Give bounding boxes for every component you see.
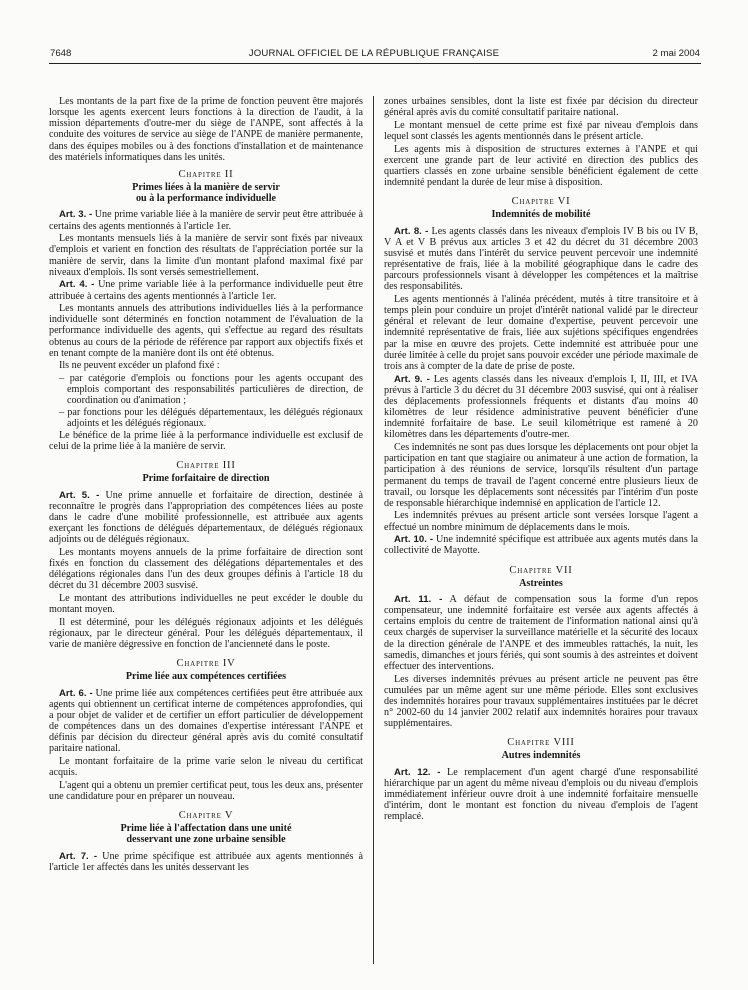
paragraph: Les indemnités prévues au présent article sont versées lorsque l'agent a effectué un nombre minimum de déplacements dans le mois. [384,510,698,533]
paragraph: zones urbaines sensibles, dont la liste est fixée par décision du directeur général après avis du comité consultatif paritaire national. [384,96,698,119]
article [49,209,363,231]
article-label: Art. 12. - [394,766,441,778]
article [384,594,698,672]
article-text: Une prime annuelle et forfaitaire de direction, destinée à reconnaître le progrès dans l'appropriation des compétences liées au poste dans le cadre d'une mobilité professionnelle, est attribuée aux agents exerçant les fonctions de délégués départementaux, de délégués régionaux adjoints ou de délégués régionaux. [49,489,363,546]
chapter-title-line: desservant une zone urbaine sensible [126,834,286,846]
chapter-title: Autres indemnités [501,750,581,762]
paragraph: Ces indemnités ne sont pas dues lorsque les déplacements ont pour objet la participation en tant que stagiaire ou animateur à une action de formation, la participation à des réunions de service, lorsqu'ils résultent d'un partage permanent du temps de travail de l'agent concerné entre plusieurs lieux de travail, ou lorsque les déplacements sont nécessités par l'intérim d'un poste de responsable hiérarchique indemnisé en application de l'article 12. [384,442,698,509]
column-divider [373,96,374,964]
chapter-heading: Chapitre VIII [507,737,575,749]
article [384,226,698,293]
paragraph: Les agents mentionnés à l'alinéa précédent, mutés à titre transitoire et à temps plein pour conduire un projet d'intérêt national validé par le directeur général et relevant de leur domaine d'expertise, peuvent percevoir une indemnité représentative de frais, liée aux sujétions spécifiques engendrées par la mise en œuvre des projets. Cette indemnité est attribuée pour une durée limitée à celle du projet sans pouvoir excéder une période maximale de trois ans à compter de la date de prise de poste. [384,294,698,372]
article-text: Une prime variable liée à la performance individuelle peut être attribuée à certains des agents mentionnés à l'article 1er. [49,279,363,302]
article-label: Art. 8. - [394,225,429,237]
article-text: Une indemnité spécifique est attribuée aux agents mutés dans la collectivité de Mayotte. [384,534,698,557]
article [49,688,363,755]
chapter-title [49,182,363,204]
paragraph: Les montants de la part fixe de la prime de fonction peuvent être majorés lorsque les agents exercent leurs fonctions à la direction de l'audit, à la mission départements d'outre-mer du siège de l'ANPE, sont affectés à la conduite des voitures de service au siège de l'ANPE de manière permanente, dans des équipes mobiles ou à des fonctions d'installation et de maintenance des matériels informatiques dans les unités. [49,96,363,163]
article-label: Art. 4. - [59,279,95,291]
article-label: Art. 7. - [59,850,98,862]
chapter-heading: Chapitre III [176,460,236,472]
bullet-list [49,373,363,429]
paragraph: Le montant mensuel de cette prime est fixé par niveau d'emplois dans lequel sont classés les agents mentionnés dans le présent article. [384,119,698,142]
chapter-heading: Chapitre VII [509,564,573,576]
list-item: – par catégorie d'emplois ou fonctions pour les agents occupant des emplois comportant des responsabilités particulières de direction, de coordination ou d'animation ; [59,373,363,407]
article-label: Art. 5. - [59,489,100,501]
paragraph: Le montant des attributions individuelles ne peut excéder le double du montant moyen. [49,592,363,616]
article-label: Art. 10. - [394,534,434,546]
chapter-heading: Chapitre II [178,168,234,180]
page-header [0,48,748,62]
left-column [49,96,363,874]
list-item: – par fonctions pour les délégués départementaux, les délégués régionaux adjoints et les délégués régionaux. [59,406,363,429]
article-label: Art. 11. - [394,593,443,605]
chapter-title-line: Primes liées à la manière de servir [132,182,280,194]
article-text: Une prime spécifique est attribuée aux agents mentionnés à l'article 1er affectés dans les unités desservant les [49,850,363,873]
chapter-title: Prime liée aux compétences certifiées [125,671,287,683]
article-label: Art. 9. - [394,373,430,385]
right-column [384,96,698,824]
article [384,374,698,441]
paragraph: Les montants annuels des attributions individuelles liés à la performance individuelle sont déterminés en fonction notamment de l'évaluation de la performance individuelle des agents, qui s'effectue au regard des résultats obtenus au cours de la période de référence par rapport aux objectifs fixés et en tenant compte de la manière dont ils ont été obtenus. [49,303,363,359]
chapter-title: Astreintes [519,577,563,589]
paragraph: Le montant forfaitaire de la prime varie selon le niveau du certificat acquis. [49,755,363,779]
article [49,490,363,546]
chapter-title-line: Prime liée à l'affectation dans une unité [120,823,292,835]
paragraph: Les montants mensuels liés à la manière de servir sont fixés par niveaux d'emplois et varient en fonction des résultats de l'appréciation portée sur la manière de servir, dans la limite d'un montant plafond maximal fixé par niveaux d'emplois. Ils sont versés semestriellement. [49,233,363,278]
paragraph: Les agents mis à disposition de structures externes à l'ANPE et qui exercent une grande part de leur activité en direction des publics des quartiers classés en zone urbaine sensible bénéficient également de cette indemnité pendant la durée de leur mise à disposition. [384,143,698,189]
page-number: 7648 [50,48,72,59]
article-label: Art. 3. - [59,209,93,221]
paragraph: Les diverses indemnités prévues au présent article ne peuvent pas être cumulées par un même agent sur une même période. Elles sont exclusives des indemnités horaires pour travaux supplémentaires instituées par le décret n° 2002-60 du 14 janvier 2002 relatif aux indemnités horaires pour travaux supplémentaires. [384,673,698,730]
chapter-title-line: ou à la performance individuelle [135,193,277,205]
article-text: Les agents classés dans les niveaux d'emplois I, II, III, et IVA prévus à l'article 3 du décret du 31 décembre 2003 susvisé, qui ont à réaliser des déplacements professionnels fréquents et distants d'au moins 40 kilomètres de leur résidence administrative peuvent bénéficier d'une indemnité forfaitaire de base. Le seuil kilométrique est ramené à 20 kilomètres dans les départements d'outre-mer. [384,373,698,441]
paragraph: Il est déterminé, pour les délégués régionaux adjoints et les délégués régionaux, par le directeur général. Pour les délégués départementaux, il varie de manière dégressive en fonction de l'ancienneté dans le poste. [49,616,363,651]
article-text: A défaut de compensation sous la forme d'un repos compensateur, une indemnité forfaitaire est versée aux agents affectés à certains emplois du centre de traitement de l'information national ainsi qu'à ceux chargés de superviser la surveillance matérielle et la sécurité des locaux de la direction générale de l'ANPE et des immeubles rattachés, la nuit, les samedis, dimanches et jours fériés, qui sont soumis à des astreintes et doivent effectuer des interventions. [384,593,698,672]
article [384,767,698,823]
article [49,279,363,301]
chapter-title [49,823,363,845]
chapter-title: Prime forfaitaire de direction [142,473,270,485]
journal-title: JOURNAL OFFICIEL DE LA RÉPUBLIQUE FRANÇAISE [248,48,500,59]
article [384,534,698,556]
article [49,851,363,873]
article-text: Les agents classés dans les niveaux d'emplois IV B bis ou IV B, V A et V B prévus aux articles 3 et 42 du décret du 31 décembre 2003 susvisé et mutés dans l'intérêt du service peuvent percevoir une indemnité représentative de frais, liée à la mobilité géographique dans le cadre des parcours professionnels visant à développer les compétences et la maîtrise des responsabilités. [384,225,698,293]
chapter-heading: Chapitre V [178,810,234,822]
paragraph: Les montants moyens annuels de la prime forfaitaire de direction sont fixés en fonction du classement des délégations départementales et des délégations régionales dans l'un des deux groupes définis à l'article 18 du décret du 31 décembre 2003 susvisé. [49,546,363,592]
publication-date: 2 mai 2004 [652,48,700,59]
article-text: Une prime variable liée à la manière de servir peut être attribuée à certains des agents mentionnés à l'article 1er. [49,209,363,232]
header-rule [49,63,701,64]
paragraph: L'agent qui a obtenu un premier certificat peut, tous les deux ans, présenter une candidature pour en préparer un nouveau. [49,779,363,802]
chapter-title: Indemnités de mobilité [491,209,591,221]
article-text: Une prime liée aux compétences certifiées peut être attribuée aux agents qui obtiennent un certificat interne de compétences approfondies, qui a pour objet de valider et de certifier un effort particulier de développement de compétences dans un des domaines d'expertise intéressant l'ANPE et définis par décision du directeur général après avis du comité consultatif paritaire national. [49,687,363,755]
chapter-heading: Chapitre IV [176,658,236,670]
article-label: Art. 6. - [59,687,93,699]
chapter-heading: Chapitre VI [511,196,571,208]
paragraph: Le bénéfice de la prime liée à la performance individuelle est exclusif de celui de la prime liée à la manière de servir. [49,429,363,453]
paragraph: Ils ne peuvent excéder un plafond fixé : [59,360,220,372]
article-text: Le remplacement d'un agent chargé d'une responsabilité hiérarchique par un agent du même niveau d'emplois ou du niveau d'emplois immédiatement inférieur ouvre droit à une indemnité forfaitaire mensuelle d'intérim, dont le montant est fonction du niveau d'emplois de l'agent remplacé. [384,766,699,823]
